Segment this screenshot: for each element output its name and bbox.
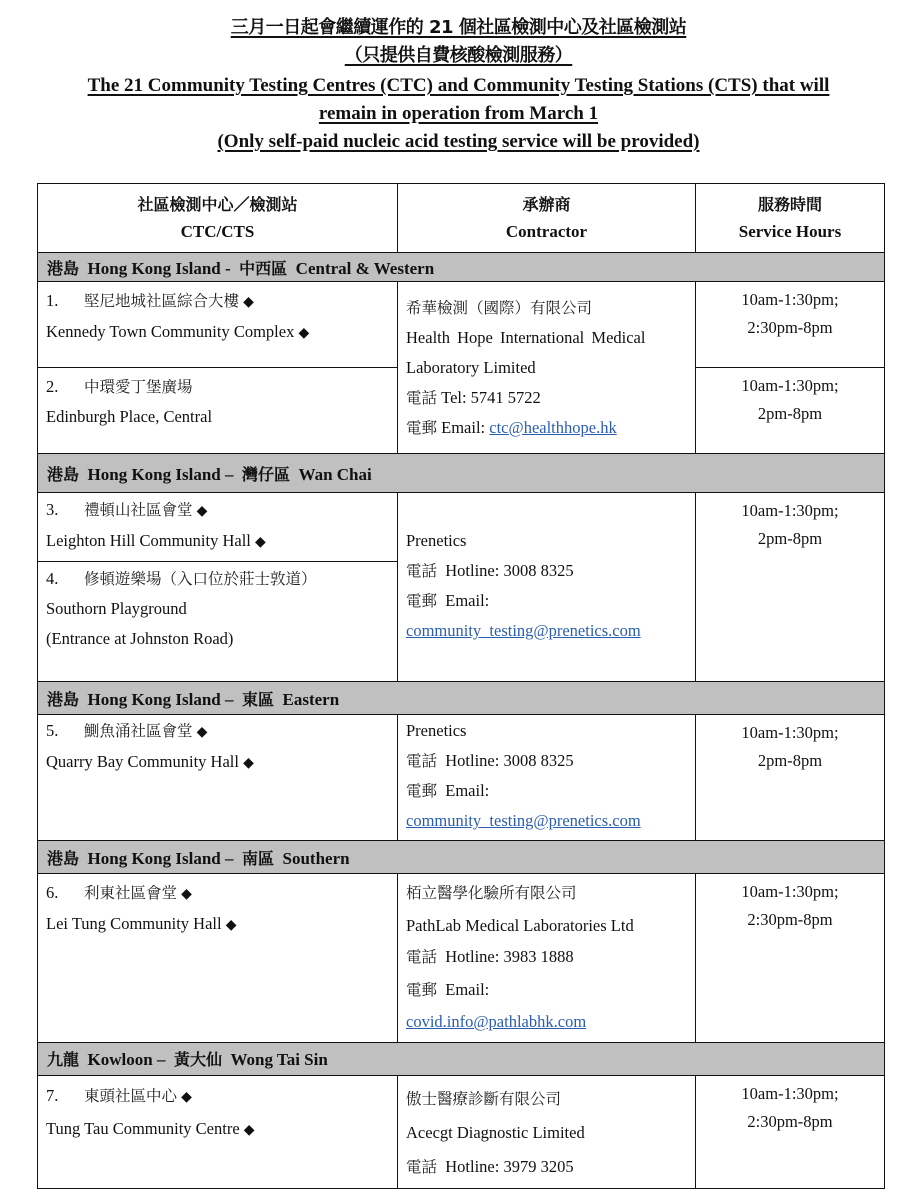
email-link-prenetics[interactable]: community_testing@prenetics.com <box>406 811 641 830</box>
diamond-icon: ◆ <box>181 886 192 902</box>
contractor-prenetics-wanchai: Prenetics 電話 Hotline: 3008 8325 電郵 Email: community_testing@prenetics.com <box>406 531 641 640</box>
section-eastern: 港島 Hong Kong Island – 東區 Eastern <box>38 682 885 715</box>
section-wong-tai-sin: 九龍 Kowloon – 黃大仙 Wong Tai Sin <box>38 1042 885 1075</box>
table-row: 7. 東頭社區中心 ◆ Tung Tau Community Centre ◆ 傲士醫療診斷有限公司 Acecgt Diagnostic Limited 電話 Hotline: 3979 3205 10am-1:30pm; 2:30pm-8pm <box>38 1075 885 1188</box>
title-en-line2: remain in operation from March 1 <box>318 103 599 124</box>
email-link-prenetics[interactable]: community_testing@prenetics.com <box>406 621 641 640</box>
title-en-line3: (Only self-paid nucleic acid testing service will be provided) <box>217 131 700 152</box>
contractor-acecgt: 傲士醫療診斷有限公司 Acecgt Diagnostic Limited 電話 Hotline: 3979 3205 <box>406 1089 585 1176</box>
table-row: 2. 中環愛丁堡廣場 Edinburgh Place, Central 10am-1:30pm; 2pm-8pm <box>38 368 885 454</box>
diamond-icon: ◆ <box>243 1121 255 1138</box>
section-central-western: 港島 Hong Kong Island - 中西區 Central & Western <box>38 253 885 282</box>
table-row: 6. 利東社區會堂 ◆ Lei Tung Community Hall ◆ 栢立醫學化驗所有限公司 PathLab Medical Laboratories Ltd 電話 Hotline: 3983 1888 電郵 Email: covid.info@pathlabhk.com 10am-1:30pm; 2:30pm-8pm <box>38 874 885 1043</box>
title-zh-line1: 三月一日起會繼續運作的 21 個社區檢測中心及社區檢測站 <box>230 17 687 38</box>
diamond-icon: ◆ <box>196 503 208 519</box>
header-ctc: 社區檢測中心／檢測站 CTC/CTS <box>38 184 398 253</box>
header-contractor: 承辦商 Contractor <box>398 184 696 253</box>
title-zh-line2: （只提供自費核酸檢測服務） <box>344 45 573 66</box>
diamond-icon: ◆ <box>225 917 237 933</box>
diamond-icon: ◆ <box>255 534 266 550</box>
diamond-icon: ◆ <box>243 294 254 310</box>
table-row: 3. 禮頓山社區會堂 ◆ Leighton Hill Community Hall ◆ Prenetics 電話 Hotline: 3008 8325 電郵 Email: community_testing@prenetics.com 10am-1:30pm; 2pm-8pm <box>38 493 885 562</box>
testing-centres-table <box>37 183 885 1189</box>
diamond-icon: ◆ <box>298 325 310 341</box>
diamond-icon: ◆ <box>181 1088 192 1105</box>
table-row: 5. 鰂魚涌社區會堂 ◆ Quarry Bay Community Hall ◆ Prenetics 電話 Hotline: 3008 8325 電郵 Email: community_testing@prenetics.com 10am-1:30pm; 2pm-8pm <box>38 715 885 841</box>
email-link-healthhope[interactable]: ctc@healthhope.hk <box>489 417 617 437</box>
header-service-hours: 服務時間 Service Hours <box>696 184 885 253</box>
diamond-icon: ◆ <box>196 724 208 740</box>
contractor-prenetics-eastern: Prenetics 電話 Hotline: 3008 8325 電郵 Email: community_testing@prenetics.com <box>406 721 641 830</box>
table-row: 1. 堅尼地城社區綜合大樓 ◆ Kennedy Town Community Complex ◆ 希華檢測（國際）有限公司 Health Hope International Medical Laboratory Limited 電話 Tel: 5741 5722 電郵 Email: ctc@healthhope.hk 10am-1:30pm; 2:30pm-8pm <box>38 282 885 368</box>
diamond-icon: ◆ <box>243 755 254 771</box>
contractor-pathlab: 栢立醫學化驗所有限公司 PathLab Medical Laboratories Ltd 電話 Hotline: 3983 1888 電郵 Email: covid.info@pathlabhk.com <box>406 884 634 1031</box>
table-row: 4. 修頓遊樂場（入口位於莊士敦道） Southorn Playground (Entrance at Johnston Road) <box>38 562 885 682</box>
contractor-healthhope: 希華檢測（國際）有限公司 Health Hope International Medical Laboratory Limited 電話 Tel: 5741 5722 電郵 Email: ctc@healthhope.hk <box>406 298 646 437</box>
table-header-row <box>38 184 885 253</box>
section-wan-chai: 港島 Hong Kong Island – 灣仔區 Wan Chai <box>38 454 885 493</box>
email-link-pathlab[interactable]: covid.info@pathlabhk.com <box>406 1012 587 1031</box>
section-southern: 港島 Hong Kong Island – 南區 Southern <box>38 841 885 874</box>
title-en-line1: The 21 Community Testing Centres (CTC) and Community Testing Stations (CTS) that will <box>87 75 830 96</box>
